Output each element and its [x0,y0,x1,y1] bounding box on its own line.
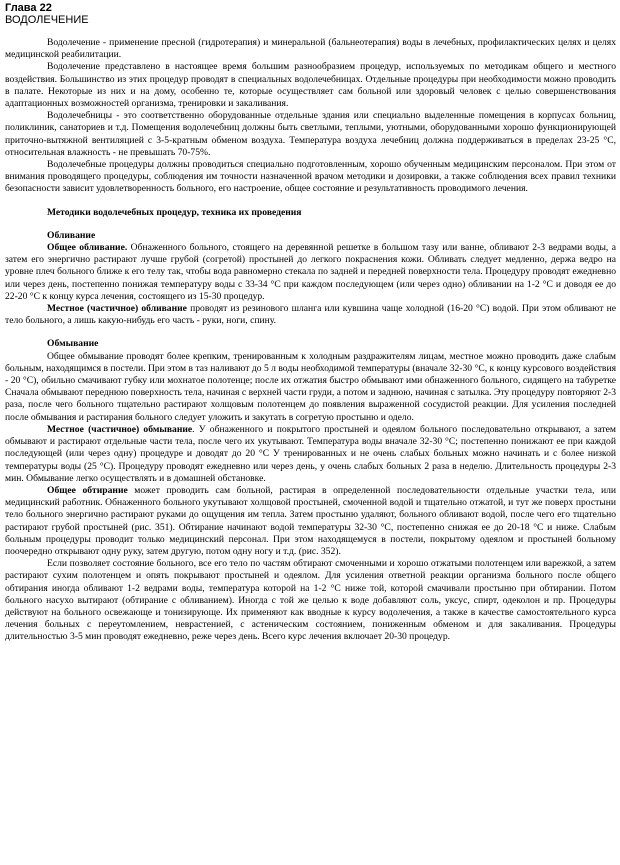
local-obmyvanie-paragraph [5,424,616,485]
spacer [5,327,616,338]
spacer [5,26,616,37]
general-oblivanie-paragraph [5,242,616,303]
methods-heading: Методики водолечебных процедур, техника их проведения [47,206,302,218]
intro-paragraph-3: Водолечебницы - это соответственно оборудованные отдельные здания или специально выделенные помещения в корпусах больниц, поликлиник, санаториев и т.д. Помещения водолечебниц должны быть светлыми, теплыми, уютными, оборудованными хорошо функционирующей приточно-вытяжной вентиляцией с 3-5-кратным обменом воздуха. Температура воздуха лечебниц должна поддерживаться в пределах 23-25 °С, относительная влажность - не превышать 70-75%. [5,110,616,158]
intro-paragraph-4: Водолечебные процедуры должны проводиться специально подготовленным, хорошо обученным медицинским персоналом. При этом от внимания проводящего процедуры, соблюдения им точности назначенной врачом методики и дозировки, а также соблюдения всех правил техники безопасности зависит удовлетворенность больного, его настроение, общее состояние и результативность проводимого лечения. [5,159,616,195]
general-obtiranie-text: может проводить сам больной, растирая в определенной последовательности отдельные участки тела, или медицинский работник. Обнаженного больного укутывают холщовой простыней, смоченной водой и тщательно отжатой, и тут же поверх простыни тело больного энергично растирают руками до ощущения им тепла. Затем простыню удаляют, больного обливают водой, после чего его тщательно растирают грубой простыней (рис. 351). Обтирание начинают водой температуры 32-30 °С, постепенно снижая ее до 20-18 °С и ниже. Слабым больным процедуры проводит только медицинский персонал. При этом находящемуся в постели, покрытому одеялом и простыней больному поочередно открывают одну руку, затем другую, потом одну ногу и т.д. (рис. 352). [5,484,616,557]
general-oblivanie-text: Обнаженного больного, стоящего на деревянной решетке в большом тазу или ванне, обливают 2-3 ведрами воды, а затем его энергично растирают лучше грубой (согретой) простыней до легкого покраснения кожи. Обливать следует медленно, держа ведро на уровне плеч больного ближе к его телу так, чтобы вода равномерно стекала по задней и передней поверхности тела. Процедуру проводят ежедневно или через день, постепенно понижая температуру воды с 33-34 °С при каждом последующем (или через одно) обливании на 1-2 °С и доводя ее до 22-20 °С к концу курса лечения, состоящего из 15-30 процедур. [5,242,616,302]
spacer [5,219,616,230]
local-oblivanie-paragraph [5,303,616,327]
general-oblivanie-lead: Общее обливание. [47,242,128,254]
local-obmyvanie-lead: Местное (частичное) обмывание [47,423,193,435]
obmyvanie-paragraph-1: Общее обмывание проводят более крепким, тренированным к холодным раздражителям лицам, местное можно проводить даже слабым больным, находящимся в постели. При этом в таз наливают до 5 л воды необходимой температуры (вначале 32-30 °С, к концу курсового воздействия - 20 °С), обильно смачивают губку или мохнатое полотенце; после их отжатия быстро обмывают ими обнаженного больного, сидящего на табуретке Сначала обмывают переднюю поверхность тела, начиная с верхней части груди, а потом и заднюю, начиная с затылка. Эту процедуру повторяют 2-3 раза, после чего больного тщательно растирают холщовым полотенцем до появления выраженной сосудистой реакции. Для усиления последней после обмывания и растирания больного следует уложить и закутать в согретую простыню и одело. [5,350,617,423]
spacer [5,196,616,207]
intro-paragraph-2: Водолечение представлено в настоящее время большим разнообразием процедур, используемых по методикам общего и местного воздействия. Большинство из этих процедур проводят в специальных водолечебницах. Отдельные процедуры при необходимости можно проводить в палате. Некоторые из них и на дому, особенно те, которые осуществляет сам больной или здоровый человек с целью совершенствования адаптационных возможностей организма, тренировки и закаливания. [5,61,616,110]
oblivanie-heading: Обливание [47,229,96,241]
obtiranie-paragraph-2: Если позволяет состояние больного, все его тело по частям обтирают смоченными и хорошо отжатыми полотенцем или варежкой, а затем растирают сухим полотенцем и опять покрывают простыней и одеялом. Для усиления ответной реакции организма больного после общего обтирания иногда обливают 1-2 ведрами воды, температура которой на 1-2 °С ниже той, которой смачивали простыню при обтирании. Потом больного насухо вытирают (обтирание с обливанием). Иногда с той же целью к воде добавляют соль, уксус, спирт, одеколон и пр. Процедуры действуют на больного освежающе и тонизирующе. Их применяют как вводные к курсу водолечения, а также в качестве самостоятельного курса лечения больных с переутомлением, неврастенией, с астеническим состоянием, пониженным обменом и для закаливания. Процедуры длительностью 3-5 мин проводят ежедневно, реже через день. Всего курс лечения включает 20-30 процедур. [5,558,616,643]
intro-paragraph-1: Водолечение - применение пресной (гидротерапия) и минеральной (бальнеотерапия) воды в лечебных, профилактических целях и целях медицинской реабилитации. [5,37,616,61]
general-obtiranie-lead: Общее обтирание [47,484,128,496]
general-obtiranie-paragraph [5,485,616,558]
local-oblivanie-text: проводят из резинового шланга или кувшина чаще холодной (16-20 °С) водой. При этом обливают не тело больного, а лишь какую-нибудь его часть - руки, ноги, спину. [5,303,616,327]
obmyvanie-heading: Обмывание [47,338,99,350]
local-oblivanie-lead: Местное (частичное) обливание [47,303,187,315]
local-obmyvanie-text: . У обнаженного и покрытого простыней и одеялом больного последовательно открывают, а затем обмывают и растирают отдельные части тела, после чего их укутывают. Температура воды вначале 32-30 °С; постепенно понижают ее при каждой последующей (или через одну) процедуре и доводят до 20 °С У тренированных и не очень слабых больных можно начинать и с более низкой температуры воды (25 °С). Процедуру проводят ежедневно или через день, у очень слабых больных 2 раза в неделю. Длительность процедуры 2-3 мин. Обмывание легко осуществлять и в домашней обстановке. [5,423,616,484]
chapter-label: Глава 22 [5,2,52,14]
chapter-title: ВОДОЛЕЧЕНИЕ [5,14,89,26]
